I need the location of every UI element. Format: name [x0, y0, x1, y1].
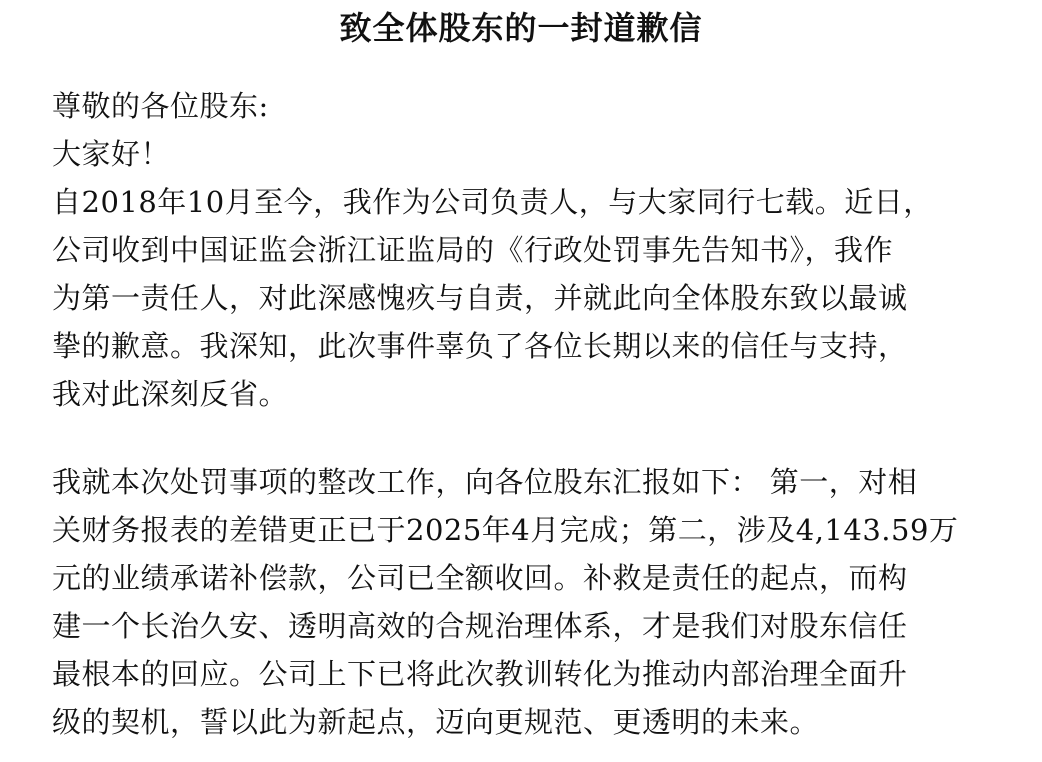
paragraph-line: 自2018年10月至今，我作为公司负责人，与大家同行七载。近日，	[52, 185, 933, 219]
paragraph-line: 我对此深刻反省。	[52, 377, 289, 411]
greeting: 大家好！	[52, 137, 171, 171]
letter-title: 致全体股东的一封道歉信	[339, 9, 703, 47]
paragraph-line: 级的契机，誓以此为新起点，迈向更规范、更透明的未来。	[52, 705, 820, 739]
paragraph-line: 为第一责任人，对此深感愧疚与自责，并就此向全体股东致以最诚	[52, 281, 908, 315]
paragraph-line: 挚的歉意。我深知，此次事件辜负了各位长期以来的信任与支持，	[52, 329, 908, 363]
paragraph-line: 元的业绩承诺补偿款，公司已全额收回。补救是责任的起点，而构	[52, 561, 908, 595]
salutation: 尊敬的各位股东:	[52, 89, 269, 123]
paragraph-line: 建一个长治久安、透明高效的合规治理体系，才是我们对股东信任	[52, 609, 908, 643]
paragraph-line: 关财务报表的差错更正已于2025年4月完成；第二，涉及4,143.59万	[52, 513, 959, 547]
paragraph-line: 最根本的回应。公司上下已将此次教训转化为推动内部治理全面升	[52, 657, 908, 691]
paragraph-line: 我就本次处罚事项的整改工作，向各位股东汇报如下： 第一，对相	[52, 465, 918, 499]
paragraph-line: 公司收到中国证监会浙江证监局的《行政处罚事先告知书》，我作	[52, 233, 894, 267]
